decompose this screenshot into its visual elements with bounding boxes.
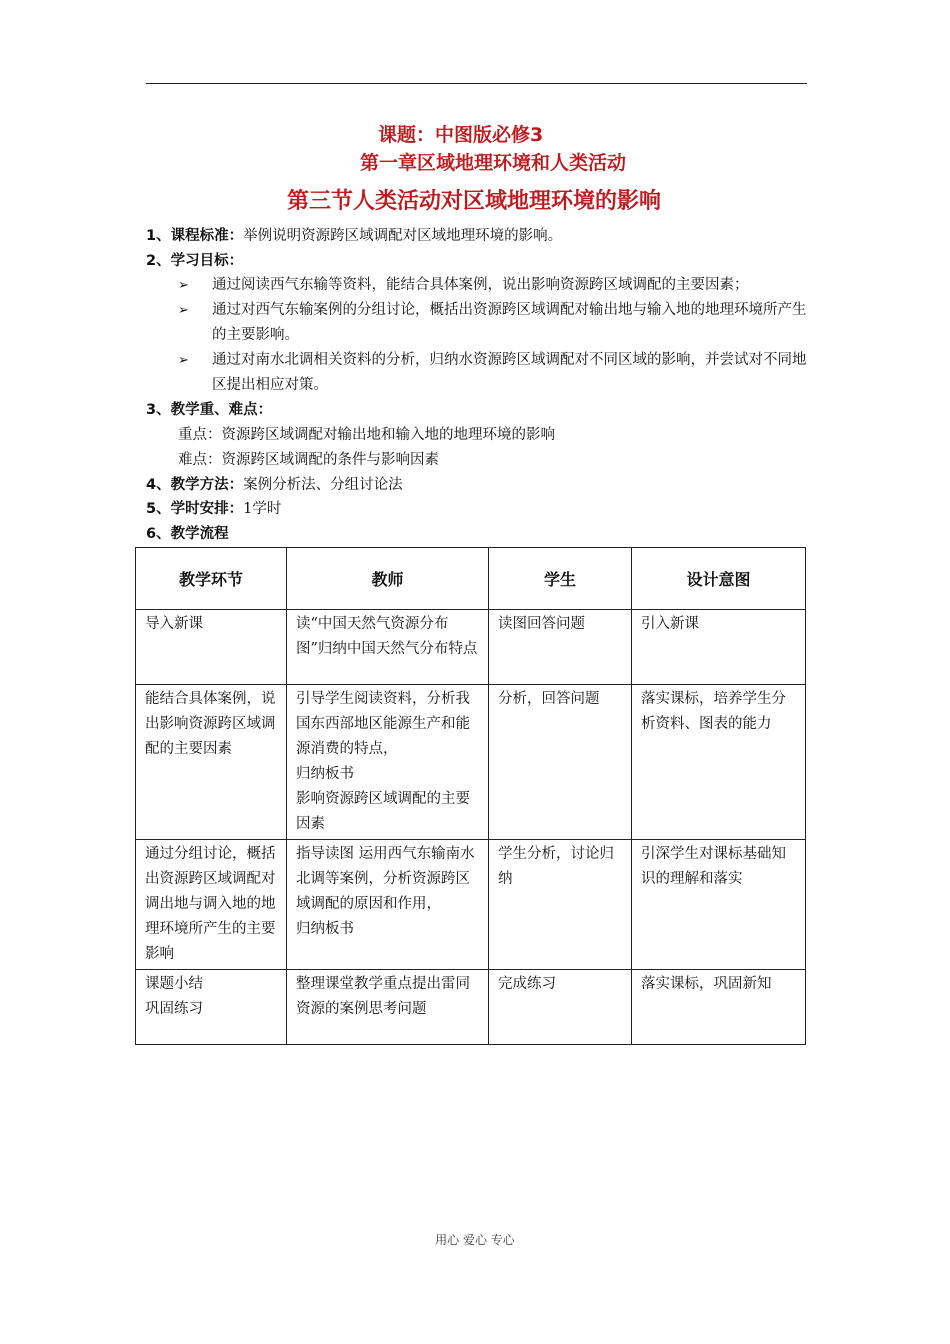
goal-item: 通过对南水北调相关资料的分析，归纳水资源跨区域调配对不同区域的影响，并尝试对不同地区提出相应对策。 [212,352,807,393]
table-cell: 落实课标，培养学生分析资料、图表的能力 [632,685,806,840]
standard-label: 1、课程标准： [146,228,244,244]
table-cell: 落实课标，巩固新知 [632,970,806,1045]
bullet-icon: ➢ [178,303,189,318]
table-cell: 学生分析，讨论归纳 [489,840,632,970]
table-cell: 整理课堂教学重点提出雷同资源的案例思考问题 [287,970,489,1045]
curriculum-standard [146,226,562,246]
table-cell: 导入新课 [136,610,287,685]
key-point: 重点：资源跨区域调配对输出地和输入地的地理环境的影响 [178,427,555,443]
section-title: 第三节人类活动对区域地理环境的影响 [287,189,662,214]
table-cell: 完成练习 [489,970,632,1045]
course-title: 课题：中图版必修3 [378,124,544,146]
table-cell: 读“中国天然气资源分布图”归纳中国天然气分布特点 [287,610,489,685]
bullet-icon: ➢ [178,353,189,368]
process-label: 6、教学流程 [146,526,229,542]
teaching-method [146,475,403,495]
table-header-row [136,548,806,610]
page-footer: 用心 爱心 专心 [435,1233,515,1247]
schedule-label: 5、学时安排： [146,501,244,517]
table-cell: 指导读图 运用西气东输南水北调等案例，分析资源跨区域调配的原因和作用， 归纳板书 [287,840,489,970]
column-header: 教师 [287,548,489,610]
goals-label: 2、学习目标： [146,253,244,269]
table-cell: 引深学生对课标基础知识的理解和落实 [632,840,806,970]
column-header: 教学环节 [136,548,287,610]
teaching-process-table [135,547,806,1045]
table-cell: 引导学生阅读资料，分析我国东西部地区能源生产和能源消费的特点， 归纳板书 影响资源跨区域调配的主要因素 [287,685,489,840]
table-cell: 课题小结 巩固练习 [136,970,287,1045]
process-heading [146,524,229,544]
bullet-icon: ➢ [178,278,189,293]
table-cell: 能结合具体案例，说出影响资源跨区域调配的主要因素 [136,685,287,840]
table-row [136,970,806,1045]
class-schedule [146,499,281,519]
difficult-point: 难点：资源跨区域调配的条件与影响因素 [178,452,439,468]
goal-item: 通过对西气东输案例的分组讨论，概括出资源跨区域调配对输出地与输入地的地理环境所产生的主要影响。 [212,302,807,343]
column-header: 学生 [489,548,632,610]
chapter-title: 第一章区域地理环境和人类活动 [360,152,627,174]
table-cell: 分析，回答问题 [489,685,632,840]
table-cell: 通过分组讨论，概括出资源跨区域调配对调出地与调入地的地理环境所产生的主要影响 [136,840,287,970]
column-header: 设计意图 [632,548,806,610]
goal-item: 通过阅读西气东输等资料，能结合具体案例，说出影响资源跨区域调配的主要因素； [212,277,749,293]
table-cell: 引入新课 [632,610,806,685]
key-points-heading [146,400,272,420]
method-text: 案例分析法、分组讨论法 [243,477,403,493]
method-label: 4、教学方法： [146,477,244,493]
schedule-text: 1学时 [243,501,282,517]
goals-heading [146,251,243,271]
header-rule [146,83,807,84]
key-label: 3、教学重、难点： [146,402,273,418]
table-cell: 读图回答问题 [489,610,632,685]
standard-text: 举例说明资源跨区域调配对区域地理环境的影响。 [243,228,563,244]
table-row [136,840,806,970]
table-row [136,685,806,840]
table-row [136,610,806,685]
